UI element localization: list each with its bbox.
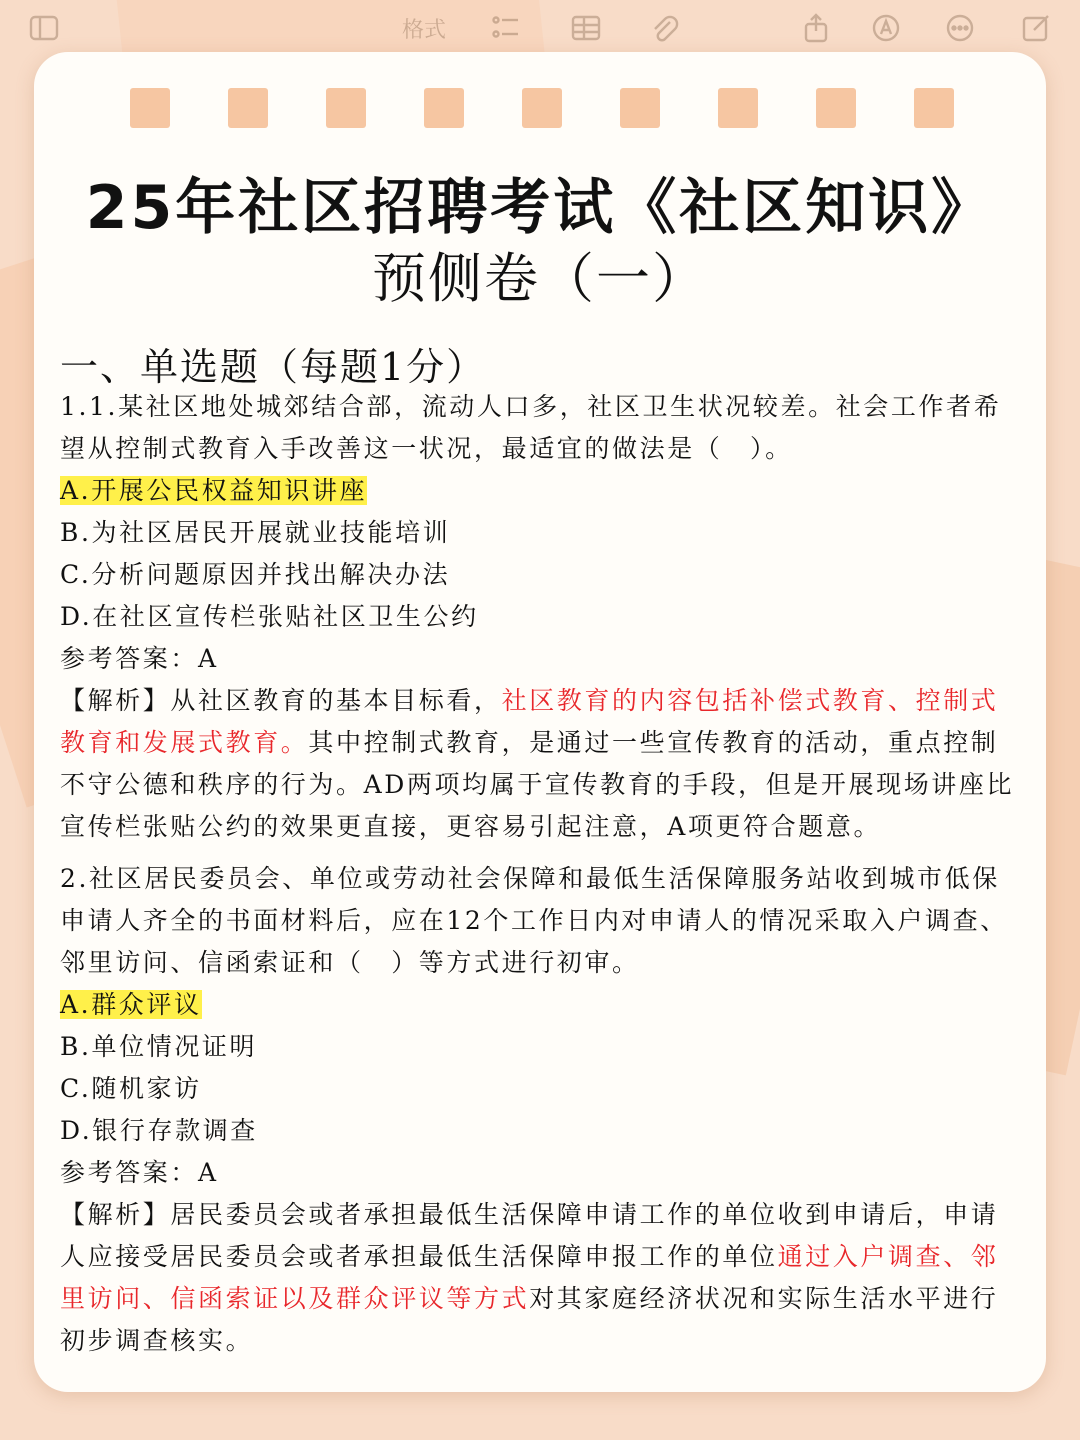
analysis-text: 【解析】从社区教育的基本目标看， bbox=[60, 686, 502, 715]
analysis-text: 对其家庭经济状况和实际生活水平进行 bbox=[529, 1284, 999, 1313]
q1-option-d: D.在社区宣传栏张贴社区卫生公约 bbox=[60, 602, 479, 631]
q1-stem-line: 1.1.某社区地处城郊结合部，流动人口多，社区卫生状况较差。社会工作者希 bbox=[60, 392, 1002, 421]
q2-stem-line: 申请人齐全的书面材料后，应在12个工作日内对申请人的情况采取入户调查、 bbox=[60, 906, 1008, 935]
correct-option-highlight: A.群众评议 bbox=[60, 990, 202, 1019]
more-icon[interactable] bbox=[944, 10, 976, 46]
analysis-emphasis: 教育和发展式教育。 bbox=[60, 728, 309, 757]
analysis-emphasis: 社区教育的内容包括补偿式教育、控制式 bbox=[501, 686, 999, 715]
page-title: 25年社区招聘考试《社区知识》 bbox=[85, 173, 995, 243]
table-icon[interactable] bbox=[570, 10, 602, 46]
analysis-emphasis: 里访问、信函索证以及群众评议等方式 bbox=[60, 1284, 530, 1313]
analysis-text: 人应接受居民委员会或者承担最低生活保障申报工作的单位 bbox=[60, 1242, 778, 1271]
q2-option-a bbox=[60, 984, 1022, 1026]
q2-analysis-line: 【解析】居民委员会或者承担最低生活保障申请工作的单位收到申请后，申请 bbox=[60, 1200, 999, 1229]
q1-option-c: C.分析问题原因并找出解决办法 bbox=[60, 560, 451, 589]
correct-option-highlight: A.开展公民权益知识讲座 bbox=[60, 476, 368, 505]
analysis-text: 其中控制式教育，是通过一些宣传教育的活动，重点控制 bbox=[308, 728, 999, 757]
q2-option-b: B.单位情况证明 bbox=[60, 1032, 258, 1061]
q1-option-b: B.为社区居民开展就业技能培训 bbox=[60, 518, 451, 547]
q2-analysis-line: 初步调查核实。 bbox=[60, 1326, 254, 1355]
q1-analysis-line: 不守公德和秩序的行为。AD两项均属于宣传教育的手段，但是开展现场讲座比 bbox=[60, 770, 1015, 799]
q1-answer: 参考答案：A bbox=[60, 644, 219, 673]
q2-answer: 参考答案：A bbox=[60, 1158, 219, 1187]
q1-analysis-line bbox=[60, 680, 1022, 722]
section-heading: 一、单选题（每题1分） bbox=[60, 345, 487, 389]
notes-toolbar bbox=[0, 0, 1080, 56]
question-list bbox=[60, 386, 1022, 1362]
q2-stem-line: 2.社区居民委员会、单位或劳动社会保障和最低生活保障服务站收到城市低保 bbox=[60, 864, 1000, 893]
page-subtitle: 预侧卷（一） bbox=[372, 247, 708, 310]
q2-analysis-line bbox=[60, 1278, 1022, 1320]
markup-icon[interactable] bbox=[870, 10, 902, 46]
q2-option-d: D.银行存款调查 bbox=[60, 1116, 258, 1145]
analysis-emphasis: 通过入户调查、邻 bbox=[777, 1242, 999, 1271]
share-icon[interactable] bbox=[800, 10, 832, 46]
format-button[interactable]: 格式 bbox=[402, 17, 447, 43]
q1-option-a bbox=[60, 470, 1022, 512]
binder-holes bbox=[100, 88, 1000, 132]
q2-stem-line: 邻里访问、信函索证和（ ）等方式进行初审。 bbox=[60, 948, 640, 977]
q2-analysis-line bbox=[60, 1236, 1022, 1278]
q1-analysis-line bbox=[60, 722, 1022, 764]
list-icon[interactable] bbox=[490, 10, 522, 46]
q1-stem-line: 望从控制式教育入手改善这一状况，最适宜的做法是（ ）。 bbox=[60, 434, 793, 463]
sidebar-icon[interactable] bbox=[28, 10, 60, 46]
compose-icon[interactable] bbox=[1020, 10, 1052, 46]
q2-option-c: C.随机家访 bbox=[60, 1074, 202, 1103]
q1-analysis-line: 宣传栏张贴公约的效果更直接，更容易引起注意，A项更符合题意。 bbox=[60, 812, 882, 841]
attachment-icon[interactable] bbox=[648, 10, 680, 46]
